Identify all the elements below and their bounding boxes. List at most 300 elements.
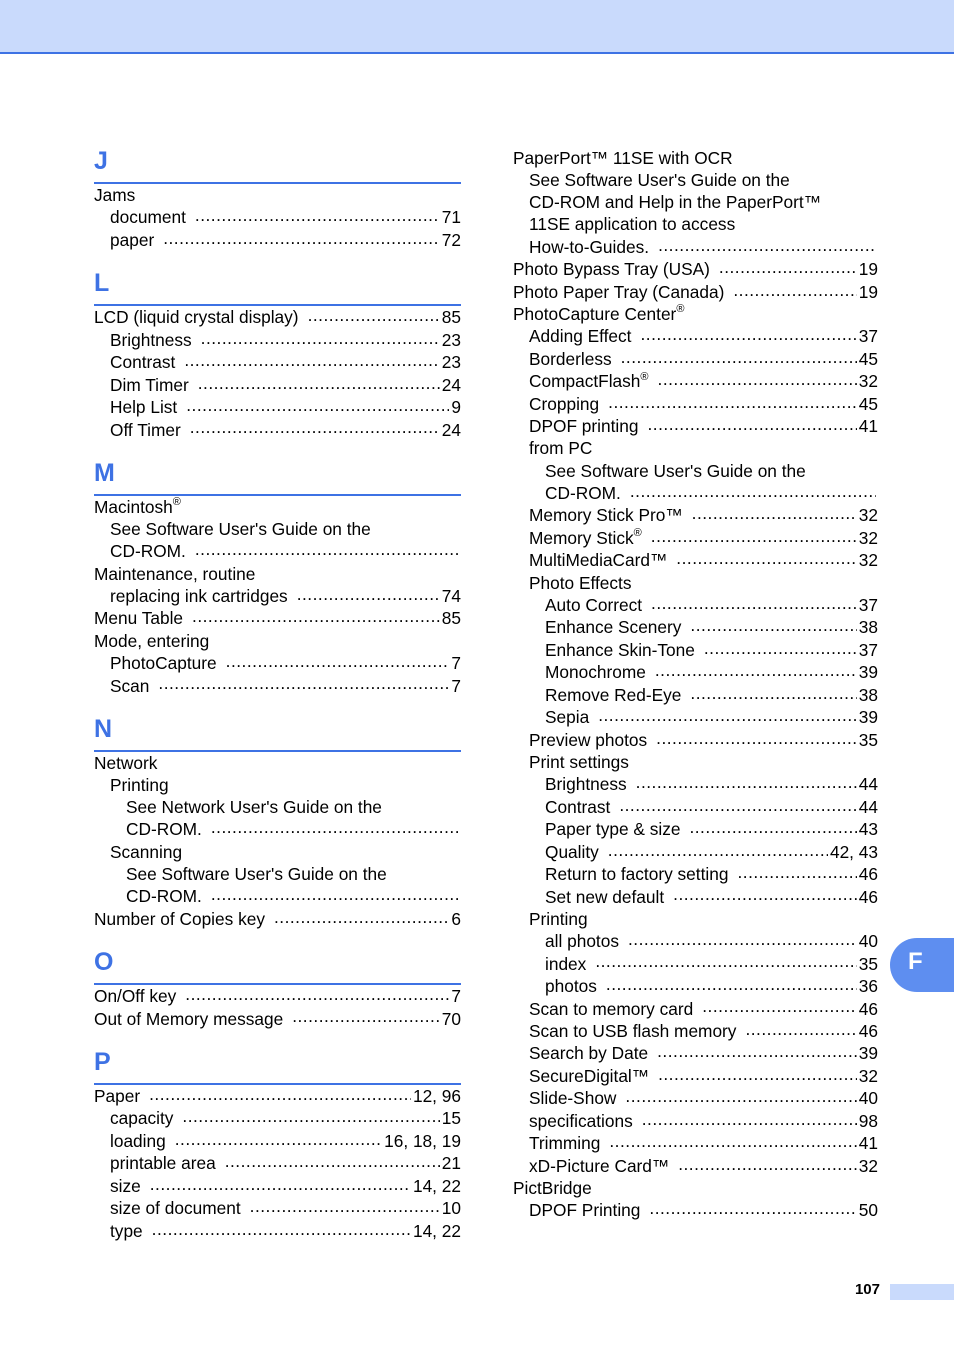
entry-term: Printing [529,908,588,929]
entry-page-ref[interactable]: 23 [441,352,461,373]
index-entry [94,396,461,418]
index-entry [94,1107,461,1129]
entry-term: How-to-Guides. [529,236,650,257]
dot-leader [149,1085,411,1102]
index-entry [513,863,878,885]
index-entry [513,773,878,795]
index-entry [94,1175,461,1197]
section-letter: N [94,714,113,743]
entry-page-ref[interactable]: 35 [858,729,878,750]
entry-term: 11SE application to access [529,214,736,235]
entry-page-ref[interactable]: 71 [441,207,461,228]
registered-mark: ® [172,496,181,509]
dot-leader [150,1175,411,1192]
dot-leader [658,370,857,387]
entry-page-ref[interactable]: 16, 18, 19 [384,1130,461,1151]
entry-page-ref[interactable]: 74 [441,586,461,606]
entry-page-ref[interactable]: 39 [858,1043,878,1064]
index-entry [94,796,461,818]
entry-term: Cropping [529,393,600,414]
index-entry [513,1132,878,1154]
index-entry [94,652,461,674]
dot-leader [190,418,440,435]
footer-band [890,1284,954,1300]
index-entry [94,329,461,351]
index-entry [513,147,878,169]
index-entry [94,630,461,652]
index-entry [513,281,878,303]
entry-page-ref[interactable]: 44 [858,796,878,817]
entry-term: Dim Timer [110,374,189,395]
index-entry [513,885,878,907]
entry-term: paper [110,229,155,250]
dot-leader [658,1065,857,1082]
entry-term: Contrast [545,796,611,817]
index-entry [94,674,461,696]
entry-term: Help List [110,397,178,418]
entry-term: all photos [545,931,619,952]
index-entry [513,370,878,392]
entry-term: See Software User's Guide on the [110,518,371,539]
entry-page-ref[interactable]: 32 [858,550,878,571]
section-rule [94,750,461,752]
index-entry [94,540,461,562]
entry-term: PhotoCapture [110,653,217,674]
index-entry [94,351,461,373]
entry-term: See Software User's Guide on the [126,863,387,884]
entry-term: size [110,1175,141,1196]
entry-page-ref[interactable]: 46 [858,864,878,885]
entry-term: CD-ROM. [545,483,621,504]
index-entry [513,684,878,706]
entry-page-ref[interactable]: 72 [441,229,461,250]
entry-term: Sepia [545,707,590,728]
section-heading [94,264,461,306]
entry-page-ref[interactable]: 39 [858,707,878,728]
dot-leader [198,373,440,390]
index-entry [94,229,461,251]
entry-term: Photo Effects [529,572,632,593]
entry-page-ref[interactable]: 38 [858,684,878,705]
entry-term: Photo Paper Tray (Canada) [513,281,725,302]
entry-term: Set new default [545,886,665,907]
index-column-right [513,147,878,1221]
index-entry [513,1087,878,1109]
entry-page-ref[interactable]: 32 [858,371,878,392]
dot-leader [640,325,856,342]
entry-page-ref[interactable]: 32 [858,505,878,526]
entry-term: size of document [110,1198,241,1219]
dot-leader [192,607,440,624]
entry-term: photos [545,976,597,997]
section-tab-letter: F [908,948,923,975]
index-entry [94,607,461,629]
entry-term: Remove Red-Eye [545,684,682,705]
entry-term: Paper type & size [545,819,681,840]
dot-leader [619,795,856,812]
page-number: 107 [854,1281,880,1298]
index-entry [513,751,878,773]
entry-term: Scanning [110,841,183,862]
entry-term: PaperPort™ 11SE with OCR [513,148,733,168]
entry-page-ref[interactable]: 45 [858,348,878,369]
index-entry [513,527,878,549]
index-entry [513,393,878,415]
entry-page-ref[interactable]: 24 [441,419,461,440]
entry-page-ref[interactable]: 9 [451,397,461,418]
index-entry [513,1177,878,1199]
entry-page-ref[interactable]: 40 [858,931,878,952]
entry-term: Scan [110,675,150,696]
entry-term: Trimming [529,1133,601,1154]
dot-leader [598,706,857,723]
index-entry [513,975,878,997]
dot-leader [292,1007,440,1024]
entry-term: Borderless [529,348,612,369]
entry-page-ref[interactable]: 32 [858,527,878,548]
entry-term: Off Timer [110,419,181,440]
dot-leader [657,1042,857,1059]
index-entry [94,1197,461,1219]
dot-leader [690,616,856,633]
entry-page-ref[interactable]: 41 [858,1133,878,1154]
entry-term: DPOF Printing [529,1200,641,1221]
entry-term: Brightness [110,329,192,350]
dot-leader [651,527,857,544]
index-entry [513,1154,878,1176]
index-entry [513,1110,878,1132]
index-entry [513,1020,878,1042]
dot-leader [195,206,440,223]
index-entry [513,930,878,952]
dot-leader [649,1199,856,1216]
entry-page-ref[interactable]: 32 [858,1155,878,1176]
entry-term: LCD (liquid crystal display) [94,307,299,328]
entry-page-ref[interactable]: 32 [858,1065,878,1086]
index-entry [94,496,461,518]
entry-term: CD-ROM. [126,886,202,907]
index-entry [513,1199,878,1221]
entry-page-ref[interactable]: 19 [858,259,878,280]
dot-leader [702,997,857,1014]
index-entry [513,639,878,661]
dot-leader [608,393,857,410]
entry-term: Slide-Show [529,1088,617,1109]
dot-leader [636,773,857,790]
entry-page-ref[interactable]: 15 [441,1108,461,1129]
dot-leader [250,1197,440,1214]
dot-leader [595,952,856,969]
index-entry [513,437,878,459]
entry-term: Monochrome [545,662,646,683]
index-entry [94,1130,461,1152]
index-entry [513,908,878,930]
entry-page-ref[interactable]: 38 [858,617,878,638]
dot-leader [692,504,857,521]
section-letter: O [94,947,114,976]
entry-term: Network [94,752,158,773]
dot-leader [625,1087,856,1104]
entry-page-ref[interactable]: 40 [858,1088,878,1109]
dot-leader [655,661,857,678]
dot-leader [158,674,449,691]
entry-page-ref[interactable]: 98 [858,1110,878,1131]
entry-term: from PC [529,438,593,459]
entry-page-ref[interactable]: 37 [858,594,878,615]
entry-term: Adding Effect [529,326,632,347]
index-entry [94,206,461,228]
entry-term: Jams [94,185,136,205]
entry-page-ref[interactable]: 12, 96 [412,1086,461,1107]
index-entry [513,1065,878,1087]
entry-term: Out of Memory message [94,1008,284,1029]
entry-term: CD-ROM. [126,819,202,840]
dot-leader [163,229,440,246]
section-letter: J [94,147,108,175]
entry-page-ref[interactable]: 7 [451,653,461,674]
registered-mark: ® [633,527,642,540]
index-entry [94,1007,461,1029]
index-entry [94,1152,461,1174]
entry-term: CD-ROM. [110,541,186,562]
entry-term: Photo Bypass Tray (USA) [513,259,710,280]
dot-leader [609,1132,856,1149]
dot-leader [651,594,857,611]
entry-page-ref[interactable]: 7 [451,675,461,696]
dot-leader [676,549,856,566]
section-heading [94,710,461,752]
entry-term: printable area [110,1153,216,1174]
section-heading [94,1043,461,1085]
dot-leader [274,907,449,924]
entry-page-ref[interactable]: 35 [858,953,878,974]
entry-page-ref[interactable]: 21 [441,1153,461,1174]
index-entry [513,325,878,347]
index-entry [94,373,461,395]
entry-term: CompactFlash® [529,370,649,392]
index-entry [513,795,878,817]
dot-leader [621,348,857,365]
entry-page-ref[interactable]: 10 [441,1198,461,1219]
dot-leader [608,840,828,857]
index-entry [513,952,878,974]
entry-term: Memory Stick® [529,527,642,548]
entry-term: Printing [110,774,169,795]
entry-term: replacing ink cartridges [110,586,288,606]
index-entry [513,706,878,728]
section-rule [94,494,461,496]
index-entry [513,303,878,325]
index-entry [513,572,878,594]
entry-term: SecureDigital™ [529,1065,650,1086]
index-entry [513,169,878,191]
dot-leader [225,1152,440,1169]
dot-leader [201,329,440,346]
dot-leader [606,975,857,992]
dot-leader [642,1110,857,1127]
entry-page-ref[interactable]: 14, 22 [412,1220,461,1241]
index-entry [513,594,878,616]
entry-term: Scan to USB flash memory [529,1021,737,1041]
section-letter: M [94,458,115,487]
dot-leader [648,415,857,432]
entry-term: Number of Copies key [94,908,265,929]
entry-term: Mode, entering [94,630,210,651]
entry-page-ref[interactable]: 42, 43 [829,841,878,862]
dot-leader [745,1020,856,1037]
index-entry [94,774,461,796]
index-entry [513,728,878,750]
entry-term: MultiMediaCard™ [529,550,668,571]
entry-page-ref[interactable]: 39 [858,662,878,683]
index-entry [94,585,461,607]
entry-page-ref[interactable]: 37 [858,326,878,347]
entry-term: Quality [545,841,599,862]
index-entry [94,985,461,1007]
index-entry [94,306,461,328]
dot-leader [184,351,439,368]
entry-term: Scan to memory card [529,998,694,1019]
entry-term: document [110,207,186,228]
index-entry [94,518,461,540]
dot-leader [152,1219,411,1236]
index-entry [513,348,878,370]
header-band [0,0,954,54]
section-rule [94,182,461,184]
section-heading [94,454,461,496]
index-entry [94,752,461,774]
dot-leader [733,281,856,298]
index-entry [94,1219,461,1241]
entry-term: index [545,953,587,974]
dot-leader [673,885,857,902]
index-entry [94,818,461,840]
entry-page-ref[interactable]: 85 [441,608,461,629]
entry-term: Print settings [529,751,629,772]
registered-mark: ® [640,370,649,383]
entry-page-ref[interactable]: 7 [451,986,461,1007]
index-entry [513,213,878,235]
dot-leader [630,482,876,499]
entry-page-ref[interactable]: 70 [441,1008,461,1029]
entry-term: Enhance Skin-Tone [545,639,695,660]
dot-leader [719,258,857,275]
index-entry [513,549,878,571]
entry-term: Paper [94,1086,141,1107]
dot-leader [737,863,856,880]
index-entry [513,616,878,638]
entry-page-ref[interactable]: 44 [858,774,878,795]
dot-leader [175,1130,382,1147]
entry-page-ref[interactable]: 41 [858,416,878,437]
entry-page-ref[interactable]: 45 [858,393,878,414]
entry-page-ref[interactable]: 43 [858,819,878,840]
entry-term: specifications [529,1110,633,1131]
entry-term: loading [110,1130,166,1151]
entry-term: Search by Date [529,1043,649,1064]
section-heading [94,142,461,184]
entry-term: See Software User's Guide on the [545,460,806,481]
dot-leader [656,728,857,745]
dot-leader [678,1154,857,1171]
dot-leader [226,652,450,669]
index-entry [94,841,461,863]
index-entry [94,863,461,885]
entry-term: See Network User's Guide on the [126,796,382,817]
entry-term: Contrast [110,352,176,373]
entry-term: See Software User's Guide on the [529,170,790,191]
index-entry [94,184,461,206]
index-entry [513,661,878,683]
index-entry [513,460,878,482]
entry-term: DPOF printing [529,416,639,437]
section-letter: P [94,1047,111,1076]
entry-page-ref[interactable]: 46 [858,1021,878,1041]
entry-page-ref[interactable]: 50 [858,1200,878,1221]
entry-term: Brightness [545,774,627,795]
index-entry [513,1042,878,1064]
entry-page-ref[interactable]: 23 [441,329,461,350]
entry-page-ref[interactable]: 85 [441,307,461,328]
entry-term: On/Off key [94,986,177,1007]
index-entry [94,418,461,440]
entry-term: PictBridge [513,1177,592,1198]
entry-term: PhotoCapture Center® [513,303,685,324]
entry-page-ref[interactable]: 6 [451,908,461,929]
entry-page-ref[interactable]: 36 [858,976,878,997]
entry-page-ref[interactable]: 19 [858,281,878,302]
index-entry [513,840,878,862]
dot-leader [182,1107,439,1124]
entry-term: Menu Table [94,608,184,629]
dot-leader [628,930,857,947]
index-entry [513,258,878,280]
entry-page-ref[interactable]: 46 [858,998,878,1019]
entry-term: Auto Correct [545,594,643,615]
entry-term: Enhance Scenery [545,617,682,638]
entry-term: CD-ROM and Help in the PaperPort™ [529,192,821,213]
entry-page-ref[interactable]: 46 [858,886,878,907]
entry-term: xD-Picture Card™ [529,1155,670,1176]
index-entry [513,482,878,504]
entry-term: Preview photos [529,729,648,750]
dot-leader [211,885,459,902]
entry-page-ref[interactable]: 37 [858,639,878,660]
dot-leader [185,985,449,1002]
section-letter: L [94,269,110,298]
dot-leader [658,236,876,253]
index-entry [513,415,878,437]
entry-term: Macintosh® [94,496,181,517]
index-entry [513,191,878,213]
index-entry [513,997,878,1019]
registered-mark: ® [676,303,685,316]
index-entry [94,563,461,585]
index-entry [94,885,461,907]
section-tab-f[interactable] [890,938,954,992]
dot-leader [690,684,856,701]
entry-term: Return to factory setting [545,864,729,885]
entry-page-ref[interactable]: 24 [441,374,461,395]
entry-term: type [110,1220,143,1241]
index-entry [513,236,878,258]
dot-leader [195,540,459,557]
entry-page-ref[interactable]: 14, 22 [412,1175,461,1196]
dot-leader [308,306,440,323]
dot-leader [704,639,857,656]
entry-term: Memory Stick Pro™ [529,505,683,526]
dot-leader [297,585,440,602]
